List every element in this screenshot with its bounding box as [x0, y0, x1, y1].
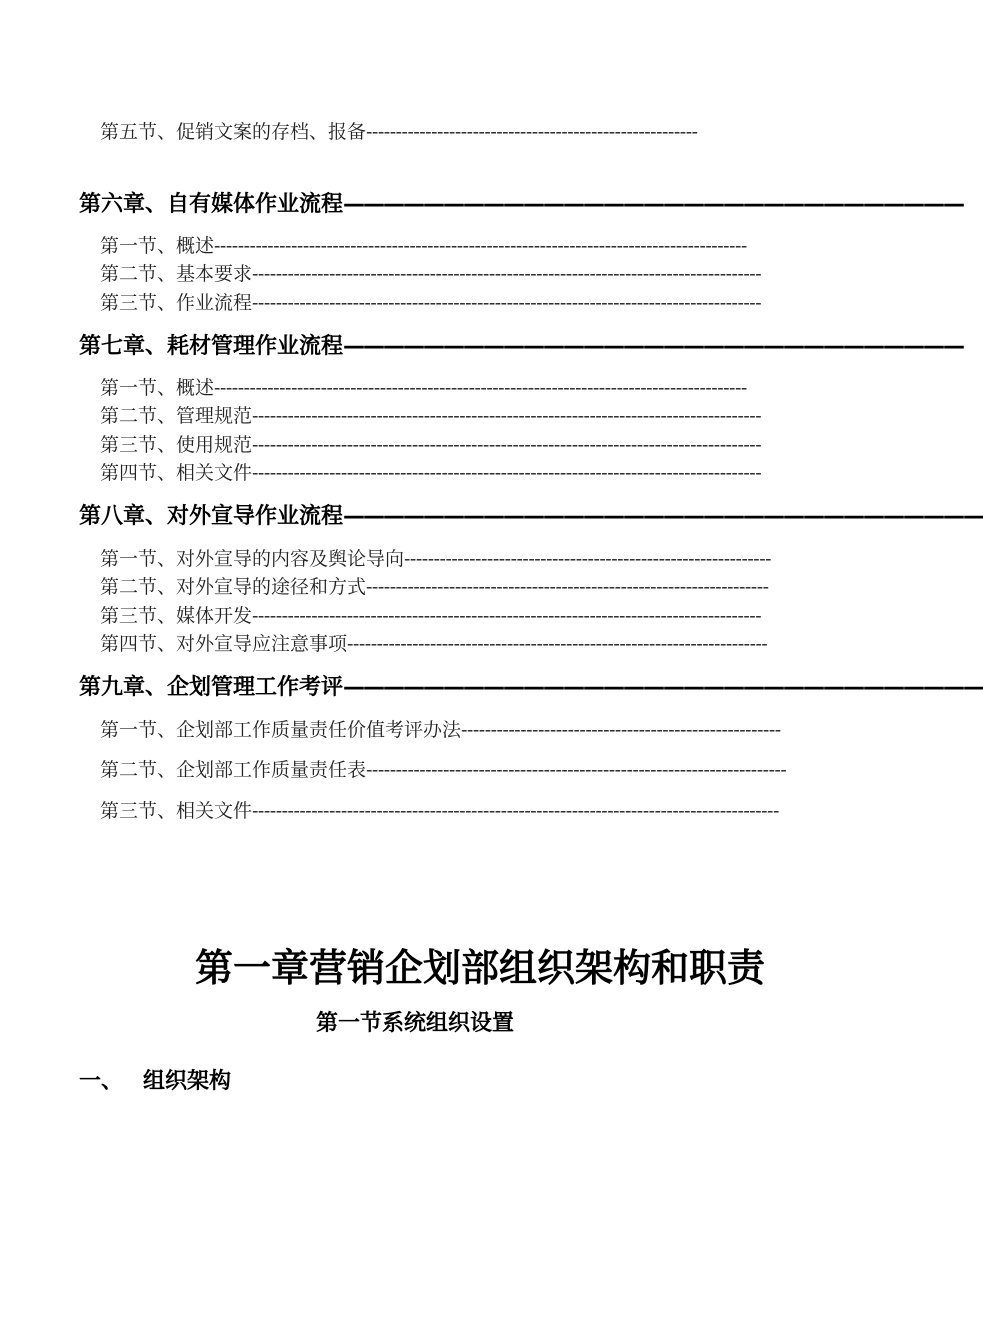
toc-entry-title: 第五节、促销文案的存档、报备 — [100, 121, 367, 143]
toc-entry-leader: ------------------------------------------------------ — [461, 719, 781, 741]
item-heading-number: 一、 — [79, 1069, 124, 1094]
toc-entry-title: 第三节、作业流程 — [100, 292, 253, 314]
toc-entry-title: 第一节、对外宣导的内容及舆论导向 — [100, 548, 405, 570]
toc-entry-leader: -------------------------------------------------------------------- — [366, 576, 769, 598]
toc-entry-leader: ——————————————————————————————— — [343, 192, 964, 217]
toc-entry-leader: -------------------------------------------------------- — [366, 121, 698, 143]
toc-entry-leader: ----------------------------------------------------------------------------------------- — [252, 800, 779, 822]
toc-entry-title: 第三节、使用规范 — [100, 434, 253, 456]
toc-section-entry — [100, 234, 810, 258]
toc-entry-title: 第二节、管理规范 — [100, 405, 253, 427]
toc-section-entry — [100, 262, 810, 286]
toc-entry-title: 第二节、企划部工作质量责任表 — [100, 759, 367, 781]
toc-entry-title: 第三节、相关文件 — [100, 800, 253, 822]
toc-entry-leader: -------------------------------------------------------------------------------------- — [252, 292, 762, 314]
toc-entry-leader: -------------------------------------------------------------------------------------- — [252, 605, 762, 627]
toc-chapter-entry — [79, 332, 964, 362]
toc-section-entry — [100, 604, 810, 628]
toc-entry-title: 第九章、企划管理工作考评 — [79, 675, 344, 700]
toc-entry-title: 第三节、媒体开发 — [100, 605, 253, 627]
toc-entry-leader: -------------------------------------------------------------------------------------- — [252, 263, 762, 285]
section-heading: 第一节系统组织设置 — [316, 1011, 515, 1036]
toc-section-entry — [100, 120, 800, 144]
toc-section-entry — [100, 461, 810, 485]
toc-section-entry — [100, 433, 810, 457]
toc-entry-leader: -------------------------------------------------------------------------------------- — [252, 462, 762, 484]
toc-section-entry — [100, 376, 810, 400]
toc-entry-leader: ------------------------------------------------------------------------------------------ — [214, 235, 747, 257]
toc-entry-title: 第七章、耗材管理作业流程 — [79, 334, 344, 359]
toc-entry-title: 第六章、自有媒体作业流程 — [79, 192, 344, 217]
toc-chapter-entry — [79, 502, 983, 532]
toc-entry-title: 第一节、企划部工作质量责任价值考评办法 — [100, 719, 462, 741]
toc-entry-leader: -------------------------------------------------------------- — [404, 548, 772, 570]
toc-entry-leader: -------------------------------------------------------------------------------------- — [252, 434, 762, 456]
toc-section-entry — [100, 291, 810, 315]
toc-entry-leader: ———————————————————————————————— — [343, 675, 983, 700]
toc-section-entry — [100, 758, 832, 782]
toc-chapter-entry — [79, 673, 983, 703]
chapter-heading: 第一章营销企划部组织架构和职责 — [194, 946, 765, 990]
toc-entry-leader: -------------------------------------------------------------------------------------- — [252, 405, 762, 427]
toc-entry-title: 第四节、相关文件 — [100, 462, 253, 484]
toc-section-entry — [100, 404, 810, 428]
toc-entry-leader: ----------------------------------------------------------------------- — [366, 759, 787, 781]
toc-section-entry — [100, 575, 810, 599]
toc-entry-title: 第一节、概述 — [100, 377, 215, 399]
toc-entry-leader: ———————————————————————————————— — [343, 504, 983, 529]
toc-chapter-entry — [79, 190, 964, 220]
item-heading-title: 组织架构 — [143, 1069, 232, 1094]
toc-entry-title: 第一节、概述 — [100, 235, 215, 257]
toc-section-entry — [100, 799, 832, 823]
toc-entry-title: 第八章、对外宣导作业流程 — [79, 504, 344, 529]
toc-entry-leader: ----------------------------------------------------------------------- — [347, 633, 768, 655]
toc-entry-title: 第二节、对外宣导的途径和方式 — [100, 576, 367, 598]
toc-section-entry — [100, 718, 810, 742]
toc-entry-title: 第二节、基本要求 — [100, 263, 253, 285]
toc-section-entry — [100, 632, 810, 656]
toc-entry-title: 第四节、对外宣导应注意事项 — [100, 633, 348, 655]
item-heading — [79, 1066, 231, 1098]
toc-entry-leader: ------------------------------------------------------------------------------------------ — [214, 377, 747, 399]
toc-entry-leader: ——————————————————————————————— — [343, 334, 964, 359]
toc-section-entry — [100, 547, 810, 571]
